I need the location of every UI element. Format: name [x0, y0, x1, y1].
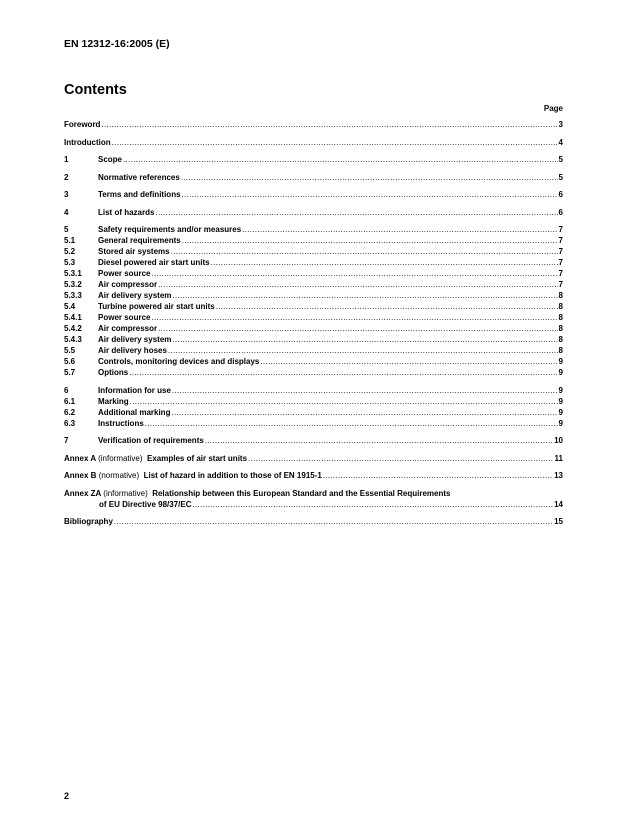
dot-leader	[129, 367, 557, 378]
toc-entry-page: 9	[558, 385, 563, 395]
toc-entry-page: 8	[558, 291, 563, 300]
toc-entry[interactable]	[64, 279, 563, 290]
dot-leader	[158, 323, 557, 334]
dot-leader	[172, 290, 557, 301]
toc-entry-annex-b[interactable]: Annex B (normative) List of hazard in addition to those of EN 1915-1 ..... 13	[64, 470, 563, 481]
dot-leader	[145, 418, 558, 429]
toc-entry-label: Air compressor	[98, 280, 158, 289]
toc-entry[interactable]	[64, 154, 563, 165]
toc-entry-label: Controls, monitoring devices and displays	[98, 357, 260, 366]
toc-entry[interactable]	[64, 385, 563, 396]
toc-entry-bibliography[interactable]: Bibliography ..... 15	[64, 516, 563, 527]
dot-leader	[158, 279, 557, 290]
toc-entry[interactable]	[64, 246, 563, 257]
toc-entry[interactable]	[64, 172, 563, 183]
dot-leader	[155, 207, 557, 218]
page-column-label: Page	[543, 104, 563, 113]
dot-leader	[151, 268, 557, 279]
toc-entry-page: 6	[558, 207, 563, 217]
toc-entry-label: Instructions	[98, 418, 144, 428]
toc-entry-number: 5.3.2	[64, 280, 82, 289]
toc-entry-number: 7	[64, 436, 69, 445]
toc-entry-number: 2	[64, 172, 69, 182]
toc-entry[interactable]	[64, 418, 563, 429]
document-header: EN 12312-16:2005 (E)	[64, 38, 170, 50]
toc-entry[interactable]	[64, 224, 563, 235]
toc-entry-label: Diesel powered air start units	[98, 258, 210, 267]
toc-entry[interactable]	[64, 290, 563, 301]
toc-entry-label: Marking	[98, 396, 129, 406]
toc-entry-number: 5.6	[64, 357, 76, 366]
toc-entry-page: 9	[558, 396, 563, 406]
dot-leader	[182, 235, 558, 246]
dot-leader	[242, 224, 557, 235]
toc-entry[interactable]	[64, 235, 563, 246]
toc-entry-label: Additional marking	[98, 407, 171, 417]
toc-entry-number: 5.4.2	[64, 324, 82, 333]
toc-entry[interactable]	[64, 407, 563, 418]
toc-entry-page: 9	[558, 407, 563, 417]
dot-leader	[172, 334, 557, 345]
toc-entry[interactable]	[64, 323, 563, 334]
toc-entry[interactable]	[64, 189, 563, 200]
toc-entry-number: 3	[64, 190, 69, 199]
toc-entry-label: Power source	[98, 313, 151, 322]
toc-entry[interactable]	[64, 345, 563, 356]
toc-entry-label: Turbine powered air start units	[98, 302, 215, 311]
toc-entry[interactable]	[64, 119, 563, 130]
toc-entry-label: Verification of requirements	[98, 436, 204, 445]
toc-entry-number: 5.4.1	[64, 313, 82, 322]
toc-entry[interactable]	[64, 334, 563, 345]
toc-entry-label: Air delivery hoses	[98, 346, 167, 355]
toc-entry-number: 5.7	[64, 368, 76, 377]
toc-entry-number: 4	[64, 207, 69, 217]
toc-entry-label: General requirements	[98, 236, 181, 245]
toc-entry-page: 10	[554, 436, 563, 445]
toc-entry-label: Air compressor	[98, 324, 158, 333]
toc-entry-label: Air delivery system	[98, 291, 172, 300]
toc-entry[interactable]	[64, 207, 563, 218]
dot-leader	[182, 189, 558, 200]
toc-entry-label: Power source	[98, 269, 151, 278]
toc-entry-page: 7	[558, 236, 563, 245]
dot-leader	[181, 172, 558, 183]
toc-entry-annex-a[interactable]: Annex A (informative) Examples of air start units ..... 11	[64, 453, 563, 464]
toc-entry-page: 7	[558, 280, 563, 289]
toc-entry[interactable]	[64, 301, 563, 312]
dot-leader	[211, 257, 558, 268]
toc-entry-page: 5	[558, 155, 563, 164]
toc-entry[interactable]	[64, 312, 563, 323]
toc-entry[interactable]	[64, 268, 563, 279]
dot-leader	[171, 407, 557, 418]
toc-entry-label: Options	[98, 368, 129, 377]
dot-leader	[123, 154, 558, 165]
toc-entry-page: 9	[558, 368, 563, 377]
toc-entry-page: 9	[558, 357, 563, 366]
toc-entry[interactable]	[64, 257, 563, 268]
toc-entry-page: 4	[558, 137, 563, 147]
toc-entry-label: Safety requirements and/or measures	[98, 225, 242, 234]
toc-entry-annex-za[interactable]: Annex ZA (informative) Relationship between this European Standard and the Essential Requirements of EU Directive 98/37/EC ..... 14	[64, 488, 563, 510]
toc-entry-number: 5.1	[64, 236, 76, 245]
toc-entry-label: Information for use	[98, 385, 171, 395]
page-title: Contents	[64, 82, 127, 98]
toc-entry-label: Terms and definitions	[98, 190, 181, 199]
toc-entry-page: 8	[558, 346, 563, 355]
toc-entry-number: 5.4.3	[64, 335, 82, 344]
toc-entry-page: 5	[558, 172, 563, 182]
dot-leader	[205, 435, 553, 446]
toc-entry-page: 7	[558, 269, 563, 278]
dot-leader	[172, 385, 558, 396]
toc-entry-page: 8	[558, 324, 563, 333]
toc-entry-label: Introduction	[64, 137, 111, 147]
toc-entry-number: 5	[64, 225, 69, 234]
toc-entry-label: Air delivery system	[98, 335, 172, 344]
toc-entry-number: 6.1	[64, 396, 76, 406]
toc-entry[interactable]	[64, 367, 563, 378]
toc-entry-page: 8	[558, 302, 563, 311]
toc-entry[interactable]	[64, 396, 563, 407]
toc-entry-page: 3	[558, 120, 563, 129]
toc-entry-number: 5.4	[64, 302, 76, 311]
toc-entry-page: 6	[558, 190, 563, 199]
toc-entry-label: Normative references	[98, 172, 180, 182]
dot-leader	[216, 301, 558, 312]
toc-entry-label: Stored air systems	[98, 247, 170, 256]
dot-leader	[130, 396, 558, 407]
toc-entry-number: 5.3.1	[64, 269, 82, 278]
dot-leader	[112, 137, 558, 148]
toc-entry-number: 6.2	[64, 407, 76, 417]
toc-entry-label: Scope	[98, 155, 123, 164]
table-of-contents	[64, 119, 563, 527]
dot-leader	[168, 345, 558, 356]
dot-leader	[171, 246, 558, 257]
toc-entry-number: 5.5	[64, 346, 76, 355]
toc-entry[interactable]	[64, 356, 563, 367]
toc-entry-page: 7	[558, 258, 563, 267]
toc-entry-label: Foreword	[64, 120, 101, 129]
toc-entry-page: 7	[558, 247, 563, 256]
toc-entry-page: 8	[558, 335, 563, 344]
toc-entry-number: 6.3	[64, 418, 76, 428]
toc-entry-number: 5.3.3	[64, 291, 82, 300]
toc-entry[interactable]	[64, 435, 563, 446]
toc-entry-number: 5.3	[64, 258, 76, 267]
toc-entry-page: 9	[558, 418, 563, 428]
dot-leader	[151, 312, 557, 323]
toc-entry-number: 1	[64, 155, 69, 164]
toc-entry-page: 8	[558, 313, 563, 322]
toc-entry[interactable]	[64, 137, 563, 148]
dot-leader	[260, 356, 557, 367]
page-number: 2	[64, 791, 70, 801]
toc-entry-label: List of hazards	[98, 207, 155, 217]
toc-entry-number: 5.2	[64, 247, 76, 256]
toc-entry-page: 7	[558, 225, 563, 234]
dot-leader	[101, 119, 557, 130]
toc-entry-number: 6	[64, 385, 69, 395]
